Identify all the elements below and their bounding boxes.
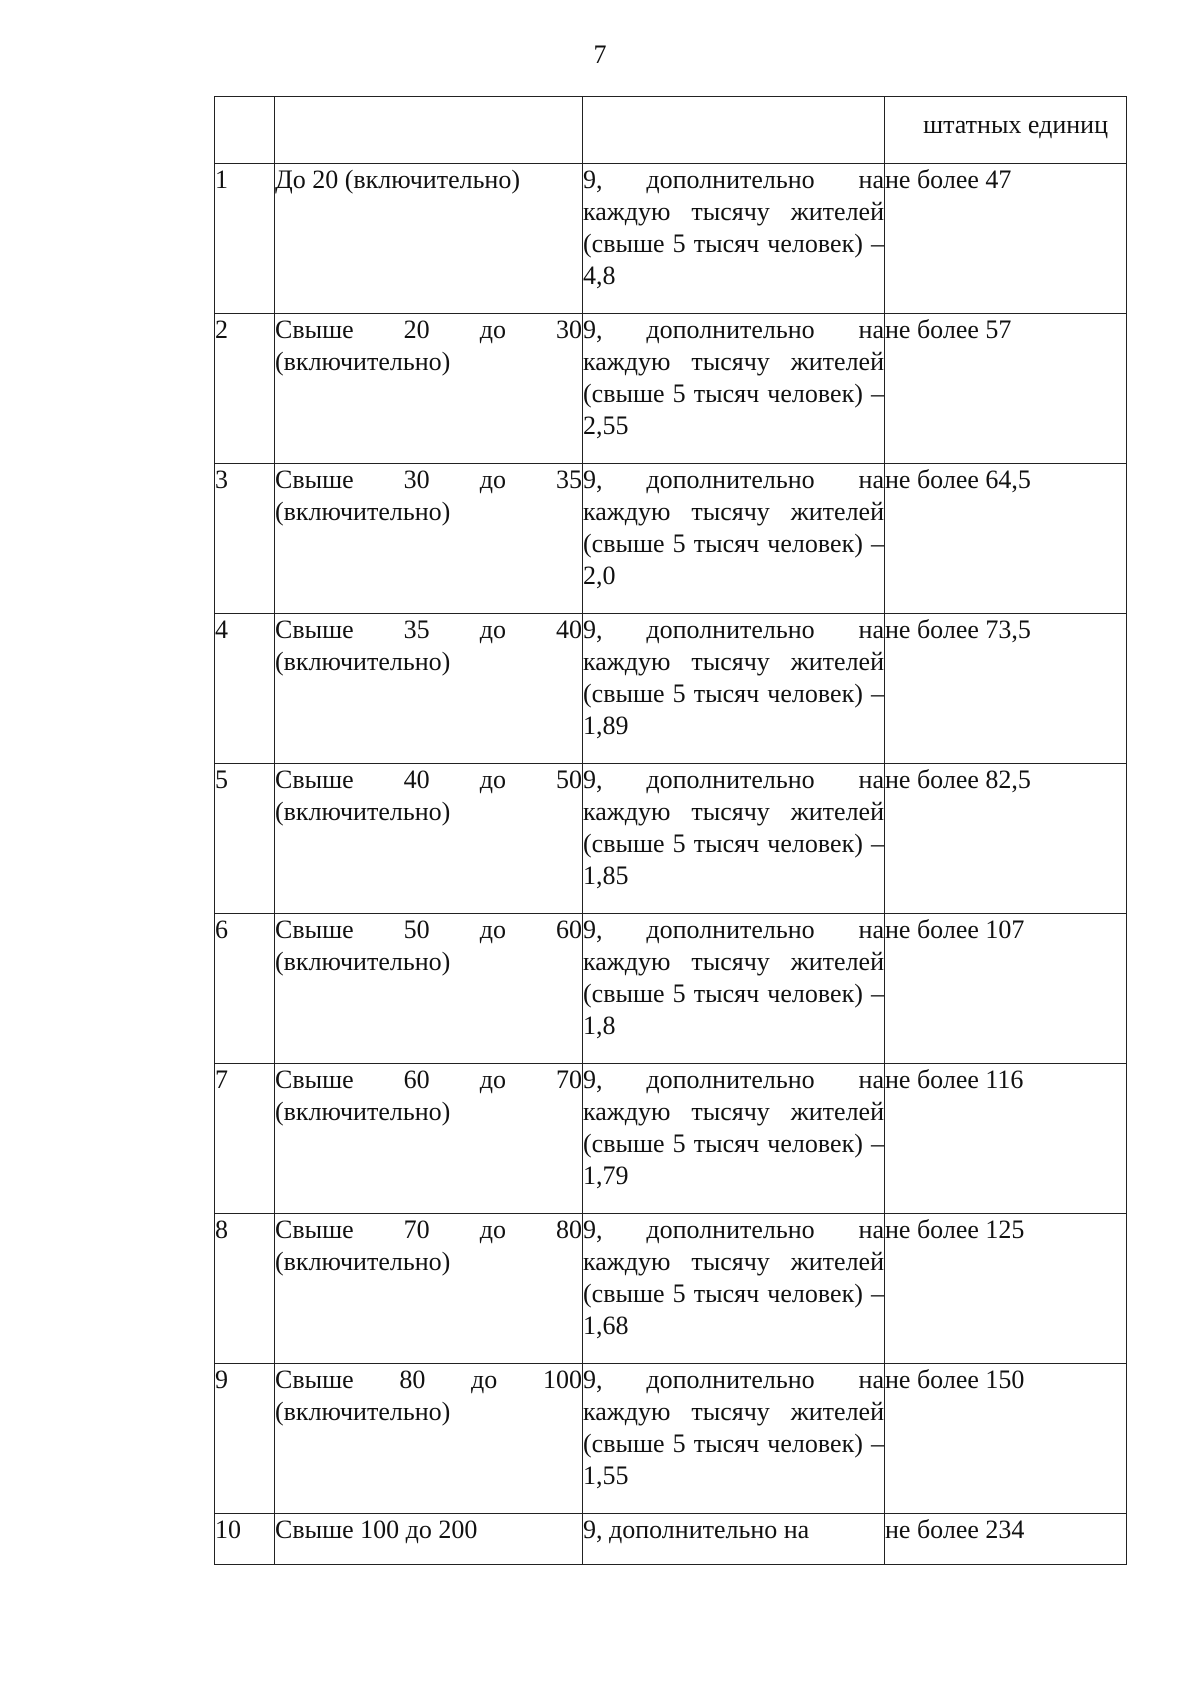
staffing-formula: 9, дополнительно на каждую тысячу жителей (свыше 5 тысяч человек) – 2,0: [583, 464, 885, 614]
row-number: 2: [215, 314, 275, 464]
population-range: Свыше 40 до 50 (включительно): [275, 764, 583, 914]
table-row: [215, 1064, 1127, 1214]
header-cell-staff-units: штатных единиц: [885, 97, 1127, 164]
staff-limit: не более 125: [885, 1214, 1127, 1364]
population-range: Свыше 30 до 35 (включительно): [275, 464, 583, 614]
table-row: [215, 164, 1127, 314]
page-number: 7: [593, 40, 607, 69]
population-range: Свыше 50 до 60 (включительно): [275, 914, 583, 1064]
population-range: Свыше 80 до 100 (включительно): [275, 1364, 583, 1514]
table-row: [215, 1364, 1127, 1514]
row-number: 3: [215, 464, 275, 614]
staff-limit: не более 57: [885, 314, 1127, 464]
row-number: 6: [215, 914, 275, 1064]
staffing-formula: 9, дополнительно на: [583, 1514, 885, 1565]
staffing-formula: 9, дополнительно на каждую тысячу жителей (свыше 5 тысяч человек) – 1,79: [583, 1064, 885, 1214]
header-cell-formula: [583, 97, 885, 164]
table-row: [215, 1214, 1127, 1364]
row-number: 8: [215, 1214, 275, 1364]
population-range: Свыше 20 до 30 (включительно): [275, 314, 583, 464]
population-range: Свыше 100 до 200: [275, 1514, 583, 1565]
header-cell-population: [275, 97, 583, 164]
staff-limit: не более 73,5: [885, 614, 1127, 764]
staff-limit: не более 64,5: [885, 464, 1127, 614]
table-row: [215, 464, 1127, 614]
staff-limit: не более 116: [885, 1064, 1127, 1214]
staff-limit: не более 234: [885, 1514, 1127, 1565]
staff-limit: не более 107: [885, 914, 1127, 1064]
row-number: 5: [215, 764, 275, 914]
table-row: [215, 314, 1127, 464]
population-range: Свыше 35 до 40 (включительно): [275, 614, 583, 764]
population-range: Свыше 70 до 80 (включительно): [275, 1214, 583, 1364]
staff-limit: не более 150: [885, 1364, 1127, 1514]
staff-limit: не более 82,5: [885, 764, 1127, 914]
staffing-table: [214, 96, 1127, 1565]
row-number: 7: [215, 1064, 275, 1214]
table-row: [215, 764, 1127, 914]
population-range: Свыше 60 до 70 (включительно): [275, 1064, 583, 1214]
staffing-formula: 9, дополнительно на каждую тысячу жителей (свыше 5 тысяч человек) – 2,55: [583, 314, 885, 464]
table-row: [215, 1514, 1127, 1565]
table-header-row: [215, 97, 1127, 164]
population-range: До 20 (включительно): [275, 164, 583, 314]
row-number: 1: [215, 164, 275, 314]
staffing-formula: 9, дополнительно на каждую тысячу жителей (свыше 5 тысяч человек) – 1,8: [583, 914, 885, 1064]
row-number: 10: [215, 1514, 275, 1565]
staffing-formula: 9, дополнительно на каждую тысячу жителей (свыше 5 тысяч человек) – 1,68: [583, 1214, 885, 1364]
staffing-formula: 9, дополнительно на каждую тысячу жителей (свыше 5 тысяч человек) – 1,85: [583, 764, 885, 914]
row-number: 4: [215, 614, 275, 764]
table-row: [215, 914, 1127, 1064]
staff-limit: не более 47: [885, 164, 1127, 314]
table-row: [215, 614, 1127, 764]
row-number: 9: [215, 1364, 275, 1514]
staffing-formula: 9, дополнительно на каждую тысячу жителей (свыше 5 тысяч человек) – 1,55: [583, 1364, 885, 1514]
staffing-formula: 9, дополнительно на каждую тысячу жителей (свыше 5 тысяч человек) – 1,89: [583, 614, 885, 764]
header-cell-number: [215, 97, 275, 164]
staffing-formula: 9, дополнительно на каждую тысячу жителей (свыше 5 тысяч человек) – 4,8: [583, 164, 885, 314]
